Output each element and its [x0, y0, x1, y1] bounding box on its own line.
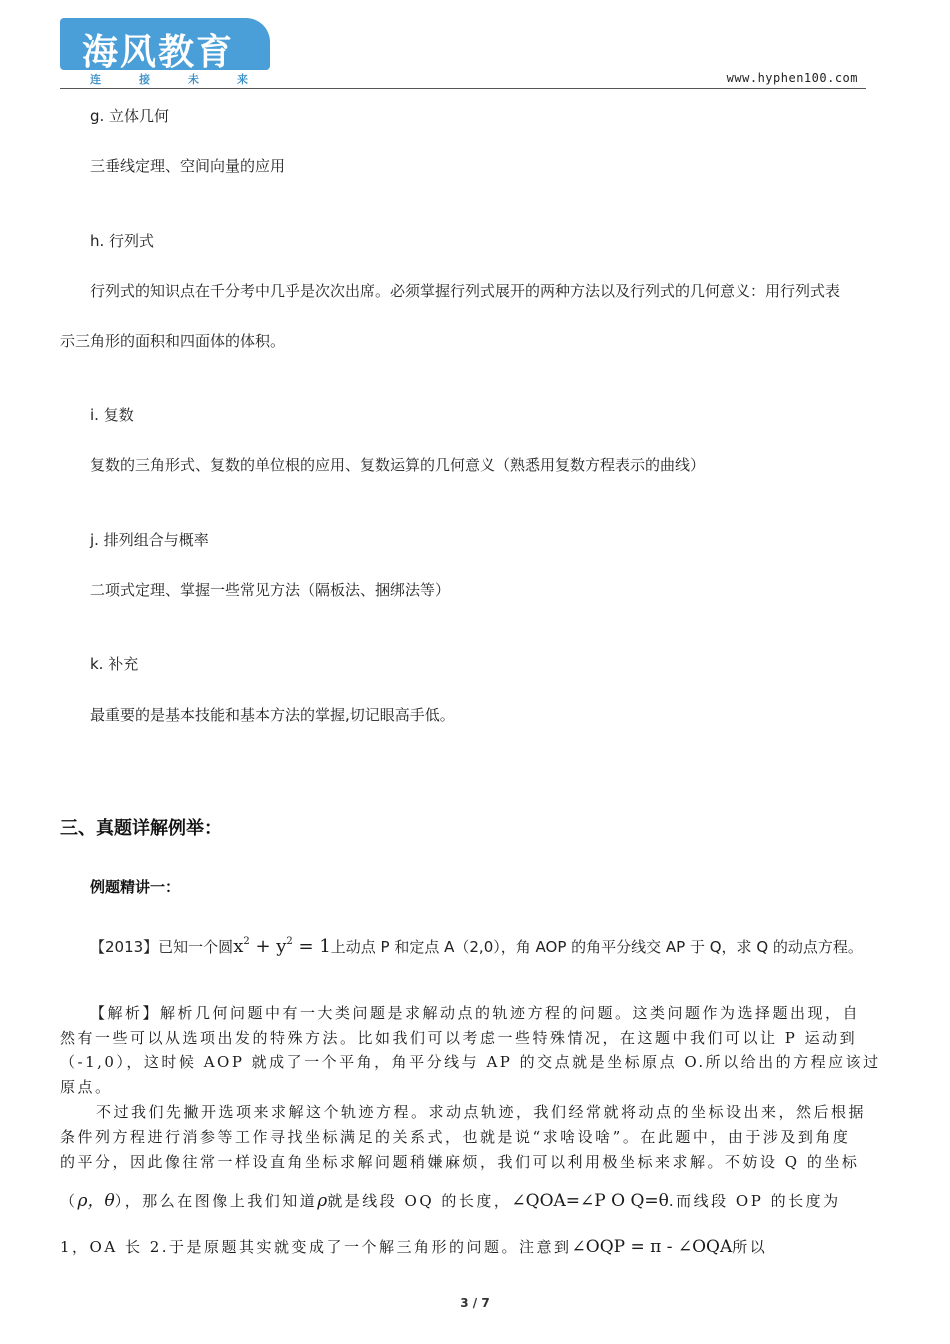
item-j-body: 二项式定理、掌握一些常见方法（隔板法、捆绑法等） — [90, 581, 451, 599]
problem-prefix: 【2013】已知一个圆 — [90, 938, 234, 956]
problem-statement — [90, 936, 863, 957]
item-h-body-2: 示三角形的面积和四面体的体积。 — [60, 332, 286, 350]
item-h-body-1: 行列式的知识点在千分考中几乎是次次出席。必须掌握行列式展开的两种方法以及行列式的几何意义：用行列式表 — [90, 282, 841, 300]
item-k-body: 最重要的是基本技能和基本方法的掌握,切记眼高手低。 — [90, 706, 455, 724]
polar-coordinates: ρ，θ — [77, 1191, 115, 1211]
circle-equation: $x^2 + y^2 = 1$ — [233, 936, 331, 957]
item-h-title: h. 行列式 — [90, 232, 155, 250]
item-i-body: 复数的三角形式、复数的单位根的应用、复数运算的几何意义（熟悉用复数方程表示的曲线） — [90, 456, 706, 474]
analysis-line-3: （-1,0），这时候 AOP 就成了一个平角，角平分线与 AP 的交点就是坐标原点 O.所以给出的方程应该过 — [60, 1053, 881, 1071]
site-url[interactable]: www.hyphen100.com — [726, 71, 858, 85]
section-heading: 三、真题详解例举： — [60, 818, 222, 839]
analysis-line-7: 的平分，因此像往常一样设直角坐标求解问题稍嫌麻烦，我们可以利用极坐标来求解。不妨设 Q 的坐标 — [60, 1153, 860, 1171]
angle-equation: ∠QOA=∠P O Q=θ — [511, 1191, 669, 1211]
page-number: 3 / 7 — [460, 1296, 490, 1310]
rho-symbol: ρ — [317, 1191, 328, 1211]
analysis-line-2: 然有一些可以从选项出发的特殊方法。比如我们可以考虑一些特殊情况，在这题中我们可以让 P 运动到 — [60, 1029, 858, 1047]
problem-suffix: 上动点 P 和定点 A（2,0），角 AOP 的角平分线交 AP 于 Q，求 Q 的动点方程。 — [330, 938, 863, 956]
logo-badge — [60, 18, 270, 73]
analysis-line-5: 不过我们先撇开选项来求解这个轨迹方程。求动点轨迹，我们经常就将动点的坐标设出来，然后根据 — [96, 1103, 867, 1121]
header-divider — [60, 88, 866, 89]
exponent-x: 2 — [243, 936, 250, 947]
analysis-line-4: 原点。 — [60, 1078, 113, 1096]
item-k-title: k. 补充 — [90, 655, 139, 673]
item-g-body: 三垂线定理、空间向量的应用 — [90, 157, 286, 175]
example-heading: 例题精讲一： — [90, 878, 181, 896]
analysis-line-9: 1，OA 长 2.于是原题其实就变成了一个解三角形的问题。注意到∠OQP = π - ∠OQA所以 — [60, 1237, 768, 1257]
logo-text: 海风教育 — [82, 32, 235, 73]
logo-slogan: 连接未来 — [90, 73, 286, 86]
item-i-title: i. 复数 — [90, 406, 134, 424]
angle-relation: ∠OQP = π - ∠OQA — [571, 1237, 733, 1257]
analysis-line-1: 【解析】解析几何问题中有一大类问题是求解动点的轨迹方程的问题。这类问题作为选择题出现，自 — [90, 1004, 861, 1022]
analysis-line-6: 条件列方程进行消参等工作寻找坐标满足的关系式，也就是说“求啥设啥”。在此题中，由于涉及到角度 — [60, 1128, 851, 1146]
item-g-title: g. 立体几何 — [90, 107, 170, 125]
item-j-title: j. 排列组合与概率 — [90, 531, 209, 549]
exponent-y: 2 — [286, 936, 293, 947]
analysis-line-8: （ρ，θ），那么在图像上我们知道ρ就是线段 OQ 的长度，∠QOA=∠P O Q=θ.而线段 OP 的长度为 — [60, 1191, 841, 1211]
